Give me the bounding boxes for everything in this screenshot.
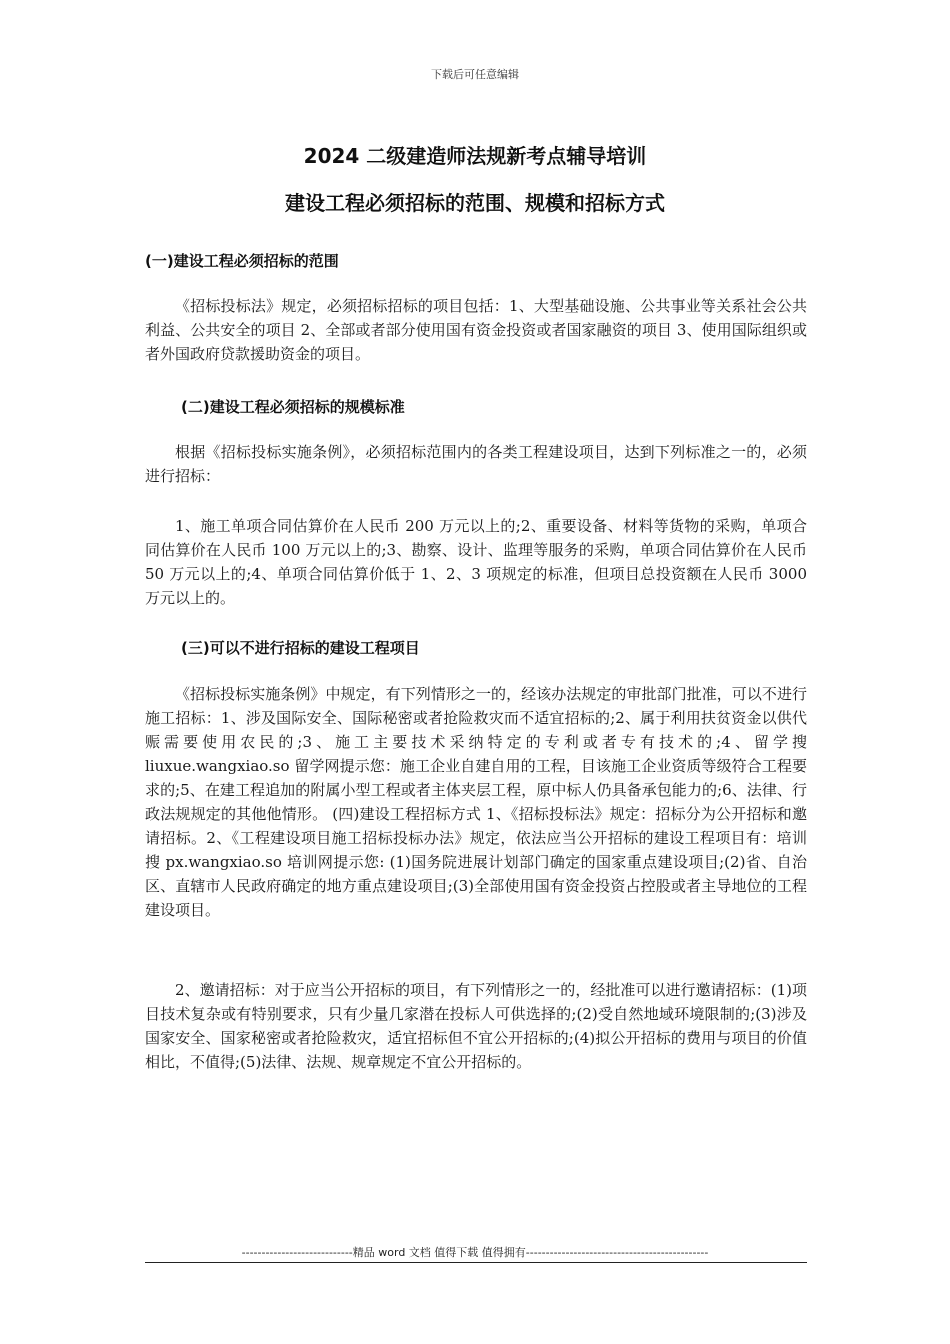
document-subtitle: 建设工程必须招标的范围、规模和招标方式 <box>285 191 665 215</box>
section-heading-2: (二)建设工程必须招标的规模标准 <box>181 398 405 416</box>
header-note: 下载后可任意编辑 <box>431 68 519 81</box>
footer-rule <box>145 1262 807 1263</box>
paragraph-4: 《招标投标实施条例》中规定，有下列情形之一的，经该办法规定的审批部门批准，可以不进行施工招标：1、涉及国际安全、国际秘密或者抢险救灾而不适宜招标的;2、属于利用扶贫资金以供代赈需要使用农民的;3、施工主要技术采纳特定的专利或者专有技术的;4、留学搜 liuxue.wangxiao.so 留学网提示您：施工企业自建自用的工程，目该施工企业资质等级符合工程要求的;5、在建工程追加的附属小型工程或者主体夹层工程，原中标人仍具备承包能力的;6、法律、行政法规规定的其他他情形。 (四)建设工程招标方式 1、《招标投标法》规定：招标分为公开招标和邀请招标。2、《工程建设项目施工招标投标办法》规定，依法应当公开招标的建设工程项目有：培训搜 px.wangxiao.so 培训网提示您: (1)国务院进展计划部门确定的国家重点建设项目;(2)省、自治区、直辖市人民政府确定的地方重点建设项目;(3)全部使用国有资金投资占控股或者主导地位的工程建设项目。 <box>145 685 807 919</box>
paragraph-1: 《招标投标法》规定，必须招标招标的项目包括：1、大型基础设施、公共事业等关系社会公共利益、公共安全的项目 2、全部或者部分使用国有资金投资或者国家融资的项目 3、使用国际组织或者外国政府贷款援助资金的项目。 <box>145 297 807 363</box>
paragraph-5: 2、邀请招标：对于应当公开招标的项目，有下列情形之一的，经批准可以进行邀请招标：(1)项目技术复杂或有特别要求，只有少量几家潜在投标人可供选择的;(2)受自然地域环境限制的;(3)涉及国家安全、国家秘密或者抢险救灾，适宜招标但不宜公开招标的;(4)拟公开招标的费用与项目的价值相比，不值得;(5)法律、法规、规章规定不宜公开招标的。 <box>145 981 807 1071</box>
section-heading-3: (三)可以不进行招标的建设工程项目 <box>181 639 420 657</box>
footer-text: ----------------------------精品 word 文档 值得下载 值得拥有---------------------------------------------- <box>241 1246 709 1259</box>
document-title: 2024 二级建造师法规新考点辅导培训 <box>303 144 647 168</box>
section-heading-1: (一)建设工程必须招标的范围 <box>145 252 339 270</box>
paragraph-3: 1、施工单项合同估算价在人民币 200 万元以上的;2、重要设备、材料等货物的采购，单项合同估算价在人民币 100 万元以上的;3、勘察、设计、监理等服务的采购，单项合同估算价在人民币 50 万元以上的;4、单项合同估算价低于 1、2、3 项规定的标准，但项目总投资额在人民币 3000 万元以上的。 <box>145 517 807 607</box>
paragraph-2: 根据《招标投标实施条例》，必须招标范围内的各类工程建设项目，达到下列标准之一的，必须进行招标： <box>145 443 807 485</box>
